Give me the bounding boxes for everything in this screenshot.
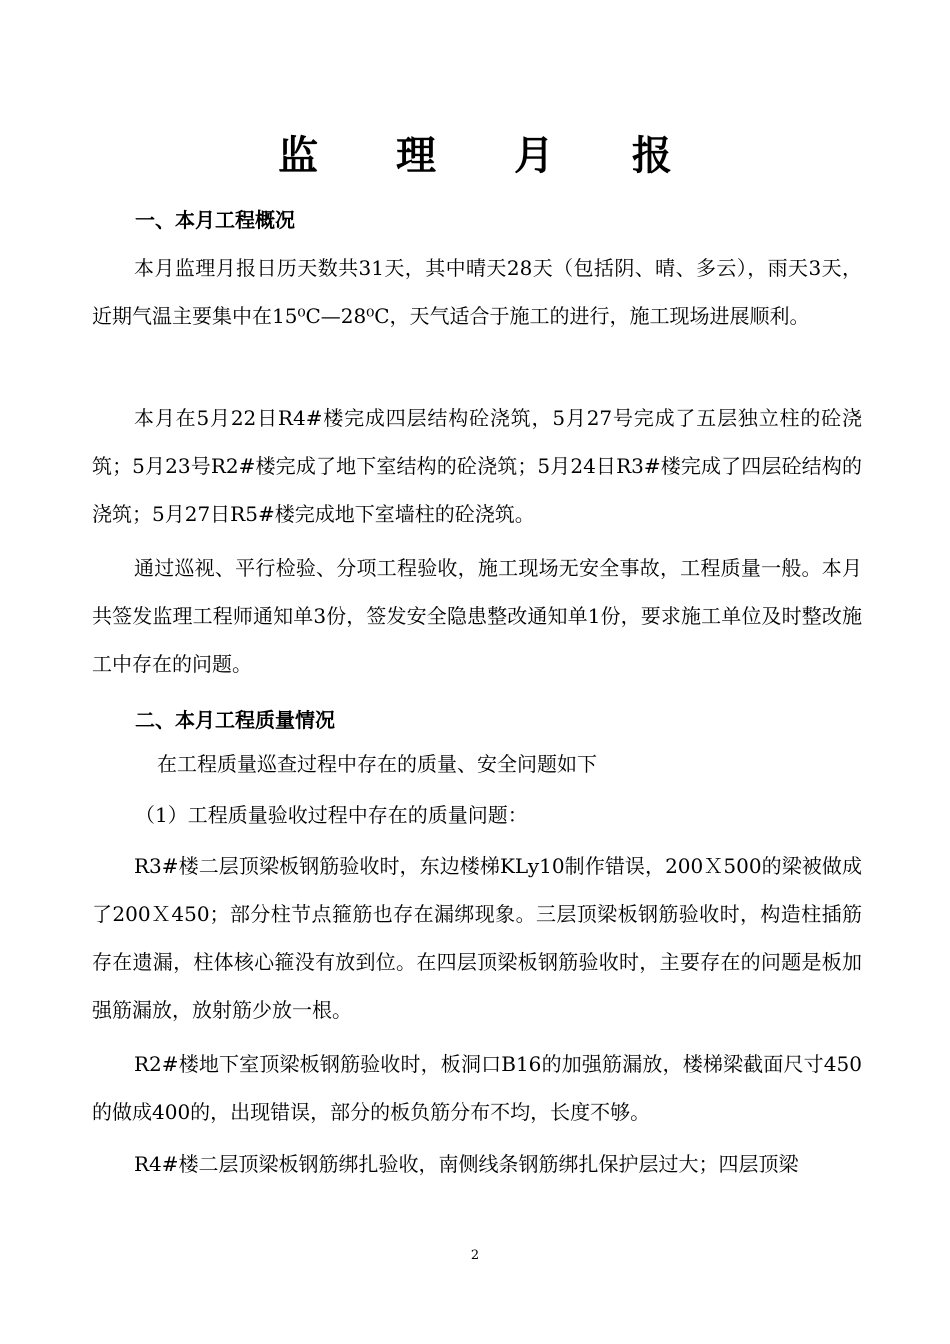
page-number: 2 [470, 1248, 480, 1263]
document-title: 监 理 月 报 [278, 133, 704, 179]
section-heading-overview: 一、本月工程概况 [135, 208, 295, 232]
quality-subheading: （1）工程质量验收过程中存在的质量问题： [135, 803, 528, 827]
paragraph-r4-issues: R4#楼二层顶梁板钢筋绑扎验收，南侧线条钢筋绑扎保护层过大；四层顶梁 [134, 1152, 799, 1176]
quality-intro: 在工程质量巡查过程中存在的质量、安全问题如下 [157, 752, 597, 776]
paragraph-progress: 本月在5月22日R4#楼完成四层结构砼浇筑，5月27号完成了五层独立柱的砼浇筑；5月23号R2#楼完成了地下室结构的砼浇筑；5月24日R3#楼完成了四层砼结构的浇筑；5月27日R5#楼完成地下室墙柱的砼浇筑。 [92, 406, 862, 526]
section-heading-quality: 二、本月工程质量情况 [135, 708, 335, 732]
paragraph-r3-issues: R3#楼二层顶梁板钢筋验收时，东边楼梯KLy10制作错误，200Ｘ500的梁被做成了200Ｘ450；部分柱节点箍筋也存在漏绑现象。三层顶梁板钢筋验收时，构造柱插筋存在遗漏，柱体核心箍没有放到位。在四层顶梁板钢筋验收时，主要存在的问题是板加强筋漏放，放射筋少放一根。 [92, 854, 862, 1022]
paragraph-inspection: 通过巡视、平行检验、分项工程验收，施工现场无安全事故，工程质量一般。本月共签发监理工程师通知单3份，签发安全隐患整改通知单1份，要求施工单位及时整改施工中存在的问题。 [92, 556, 862, 676]
paragraph-r2-issues: R2#楼地下室顶梁板钢筋验收时，板洞口B16的加强筋漏放，楼梯梁截面尺寸450的做成400的，出现错误，部分的板负筋分布不均，长度不够。 [92, 1052, 862, 1124]
paragraph-weather: 本月监理月报日历天数共31天，其中晴天28天（包括阴、晴、多云），雨天3天，近期气温主要集中在15⁰C—28⁰C，天气适合于施工的进行，施工现场进展顺利。 [92, 256, 862, 328]
